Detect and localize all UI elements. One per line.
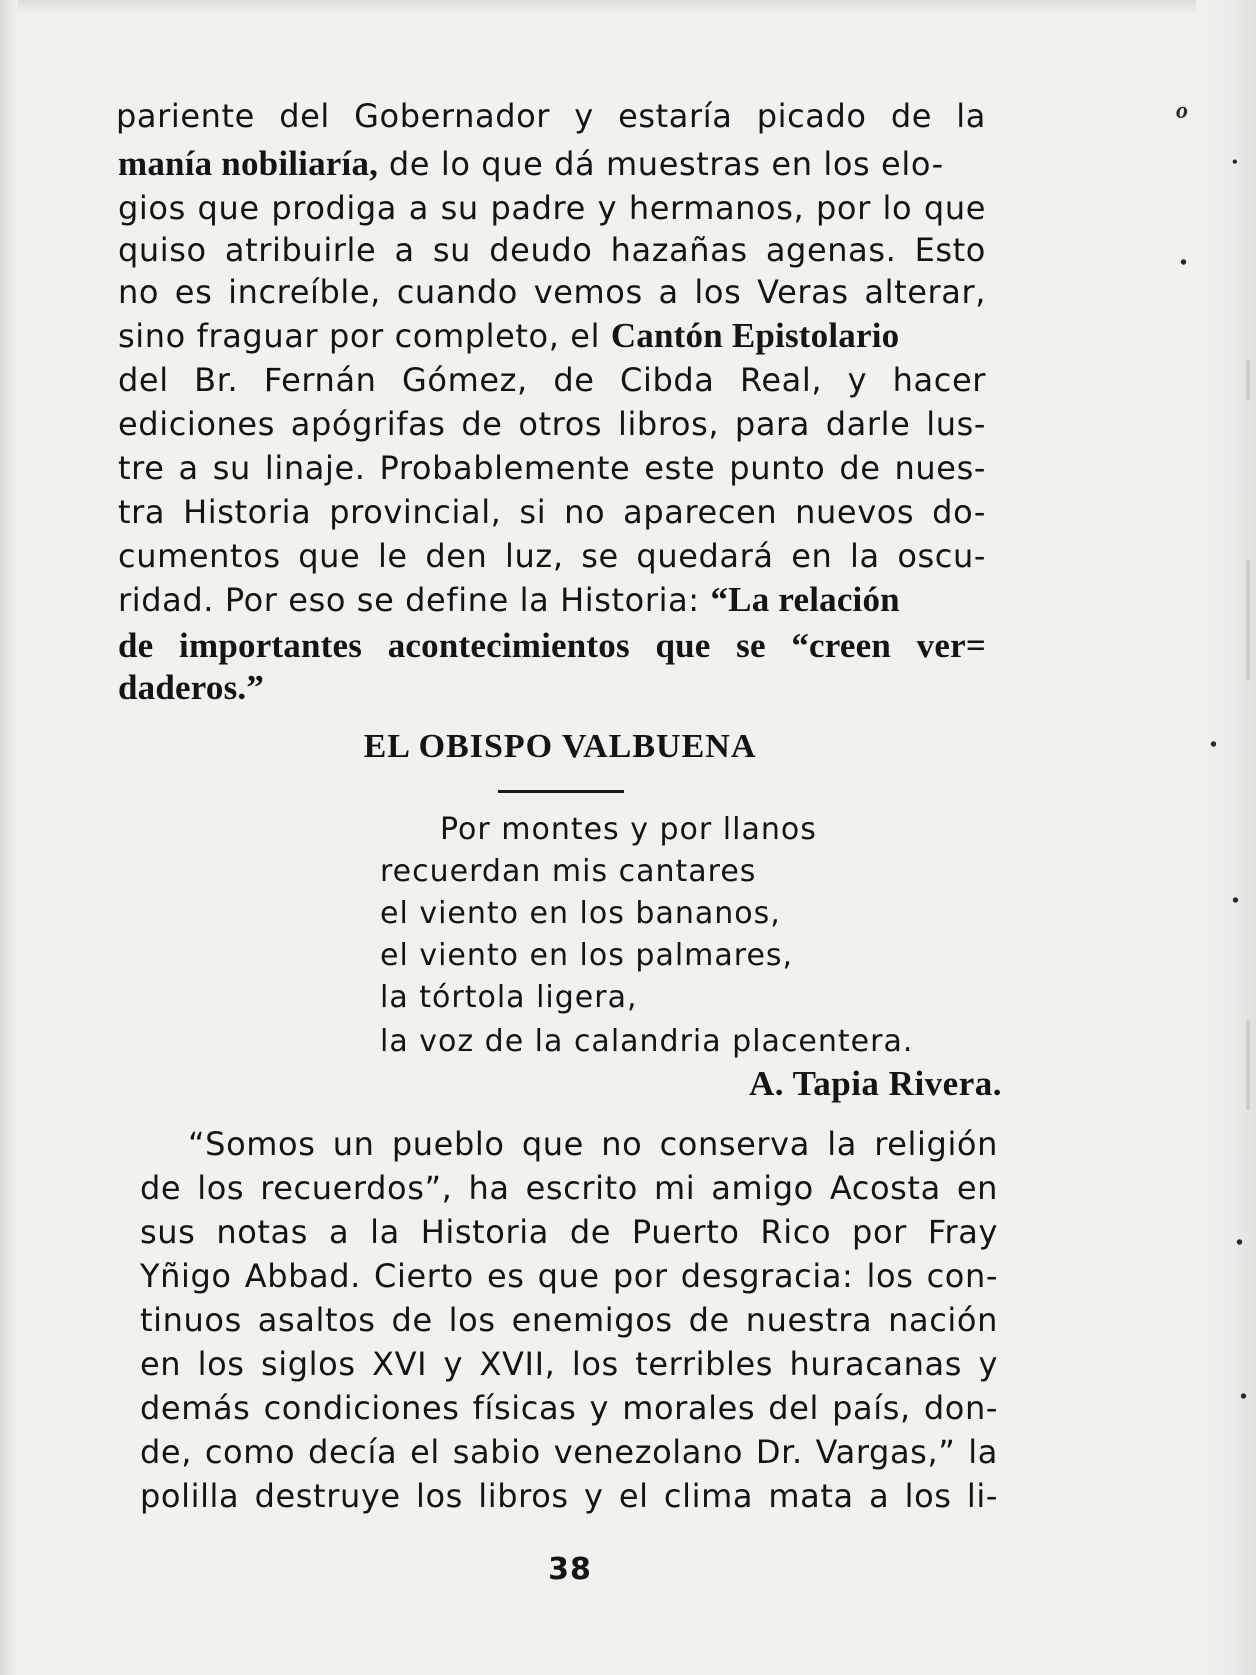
verse-author: A. Tapia Rivera. [748, 1064, 1002, 1103]
bleed-mark [1246, 1020, 1250, 1110]
text-line [118, 580, 986, 620]
bold-quote: “La relación [710, 580, 900, 619]
verse-line: recuerdan mis cantares [380, 854, 757, 889]
margin-mark: • [1236, 1232, 1244, 1254]
text-line [118, 316, 986, 356]
verse-line: Por montes y por llanos [440, 812, 817, 847]
text-line [118, 144, 986, 184]
bleed-mark [1246, 560, 1250, 680]
bold-quote-line: daderos.” [118, 668, 265, 707]
text-line: no es increíble, cuando vemos a los Veras alterar, [118, 273, 986, 311]
margin-mark: o [1176, 98, 1188, 124]
verse-line: la tórtola ligera, [380, 980, 638, 1015]
bleed-mark [1246, 360, 1250, 400]
text-line: cumentos que le den luz, se quedará en la oscu- [118, 537, 986, 575]
margin-mark: • [1180, 252, 1188, 274]
text-line: de los recuerdos”, ha escrito mi amigo Acosta en [140, 1169, 998, 1207]
heading-divider [498, 790, 624, 793]
text-line: polilla destruye los libros y el clima mata a los li- [140, 1477, 998, 1515]
verse-line: el viento en los bananos, [380, 896, 781, 931]
margin-mark: • [1232, 890, 1240, 912]
scan-shadow-right [1196, 0, 1256, 1675]
bold-quote-line: de importantes acontecimientos que se “creen ver= [118, 626, 986, 665]
text-line: en los siglos XVI y XVII, los terribles huracanas y [140, 1345, 998, 1383]
text-line: de, como decía el sabio venezolano Dr. Vargas,” la [140, 1433, 998, 1471]
scan-shadow-left [0, 0, 18, 1675]
text-line: tre a su linaje. Probablemente este punto de nues- [118, 449, 986, 487]
bold-phrase: manía nobiliaría, [118, 144, 379, 183]
page-number: 38 [548, 1552, 592, 1587]
bold-title: Cantón Epistolario [610, 316, 900, 355]
text-line: ediciones apógrifas de otros libros, para darle lus- [118, 405, 986, 443]
verse-line: el viento en los palmares, [380, 938, 794, 973]
text-fragment: ridad. Por eso se define la Historia: [118, 581, 711, 619]
text-line: tra Historia provincial, si no aparecen nuevos do- [118, 493, 986, 531]
text-line: quiso atribuirle a su deudo hazañas agenas. Esto [118, 231, 986, 269]
text-line: Yñigo Abbad. Cierto es que por desgracia: los con- [140, 1257, 998, 1295]
scan-shadow-top [0, 0, 1256, 14]
text-line: sus notas a la Historia de Puerto Rico por Fray [140, 1213, 998, 1251]
text-line: demás condiciones físicas y morales del país, don- [140, 1389, 998, 1427]
text-line: del Br. Fernán Gómez, de Cibda Real, y hacer [118, 361, 986, 399]
text-fragment: sino fraguar por completo, el [118, 317, 611, 355]
text-line: tinuos asaltos de los enemigos de nuestra nación [140, 1301, 998, 1339]
verse-line: la voz de la calandria placentera. [380, 1024, 914, 1059]
text-line: pariente del Gobernador y estaría picado de la [116, 97, 986, 135]
text-line: “Somos un pueblo que no conserva la religión [188, 1125, 998, 1163]
text-line: gios que prodiga a su padre y hermanos, por lo que [118, 189, 986, 227]
text-fragment: de lo que dá muestras en los elo- [378, 145, 944, 183]
margin-mark: • [1232, 154, 1238, 171]
margin-mark: • [1240, 1386, 1248, 1408]
section-heading: EL OBISPO VALBUENA [363, 728, 757, 765]
margin-mark: • [1210, 734, 1218, 756]
